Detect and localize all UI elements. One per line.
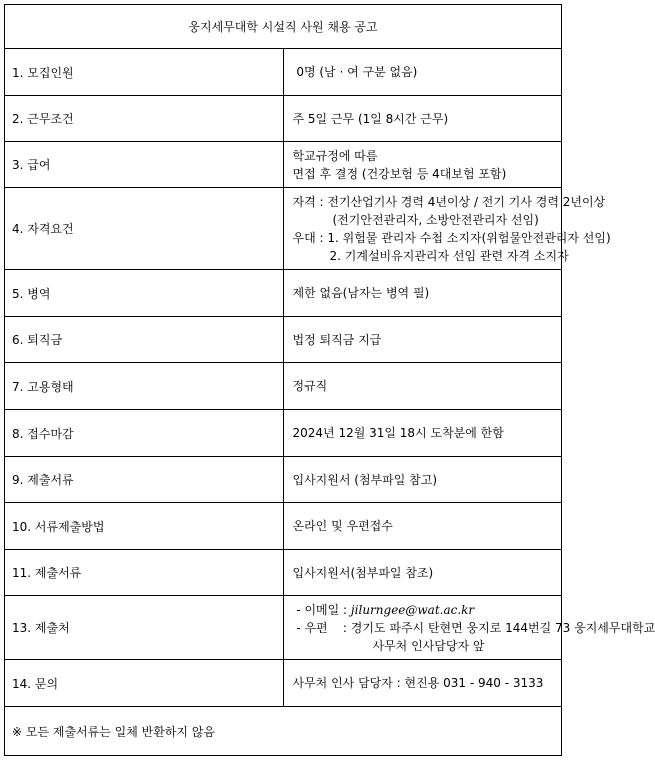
row-label-deadline: 8. 접수마감 — [5, 410, 284, 457]
post-address-recipient: 사무처 인사담당자 앞 — [372, 638, 485, 653]
row-value-documents: 입사지원서 (첨부파일 참고) — [283, 457, 562, 503]
row-value-recruit-count: 0명 (남 · 여 구분 없음) — [283, 49, 562, 96]
row-label-qualifications: 4. 자격요건 — [5, 188, 284, 270]
row-label-military: 5. 병역 — [5, 270, 284, 317]
email-prefix: - 이메일 : — [292, 602, 351, 617]
job-posting-table — [4, 4, 655, 756]
row-value-qualifications: 자격 : 전기산업기사 경력 4년이상 / 전기 기사 경력 2년이상 (전기안전관리자, 소방안전관리자 선임) 우대 : 1. 위험물 관리자 수첩 소지자(위험물안전관리자 선임) 2. 기계설비유지관리자 선임 관련 자격 소지자 — [283, 188, 562, 270]
row-value-work-conditions: 주 5일 근무 (1일 8시간 근무) — [283, 96, 562, 142]
row-value-deadline: 2024년 12월 31일 18시 도착분에 한함 — [283, 410, 562, 457]
row-label-documents: 9. 제출서류 — [5, 457, 284, 503]
row-label-recruit-count: 1. 모집인원 — [5, 49, 284, 96]
row-label-salary: 3. 급여 — [5, 142, 284, 188]
row-value-military: 제한 없음(남자는 병역 필) — [283, 270, 562, 317]
row-label-severance: 6. 퇴직금 — [5, 317, 284, 363]
row-label-submission-method: 10. 서류제출방법 — [5, 503, 284, 550]
row-label-employment-type: 7. 고용형태 — [5, 363, 284, 410]
row-label-inquiry: 14. 문의 — [5, 660, 284, 707]
footer-note: ※ 모든 제출서류는 일체 반환하지 않음 — [5, 707, 562, 756]
row-value-inquiry: 사무처 인사 담당자 : 현진용 031 - 940 - 3133 — [283, 660, 562, 707]
row-label-work-conditions: 2. 근무조건 — [5, 96, 284, 142]
post-address: - 우편 : 경기도 파주시 탄현면 웅지로 144번길 73 웅지세무대학교 — [292, 620, 655, 635]
row-label-documents-2: 11. 제출서류 — [5, 550, 284, 596]
row-value-submission-method: 온라인 및 우편접수 — [283, 503, 562, 550]
row-value-employment-type: 정규직 — [283, 363, 562, 410]
row-value-submit-to — [283, 596, 655, 660]
posting-title: 웅지세무대학 시설직 사원 채용 공고 — [5, 5, 562, 49]
row-value-severance: 법정 퇴직금 지급 — [283, 317, 562, 363]
row-value-salary: 학교규정에 따름 면접 후 결정 (건강보험 등 4대보험 포함) — [283, 142, 562, 188]
row-label-submit-to: 13. 제출처 — [5, 596, 284, 660]
email-link[interactable]: jilurngee@wat.ac.kr — [350, 602, 475, 617]
row-value-documents-2: 입사지원서(첨부파일 참조) — [283, 550, 562, 596]
